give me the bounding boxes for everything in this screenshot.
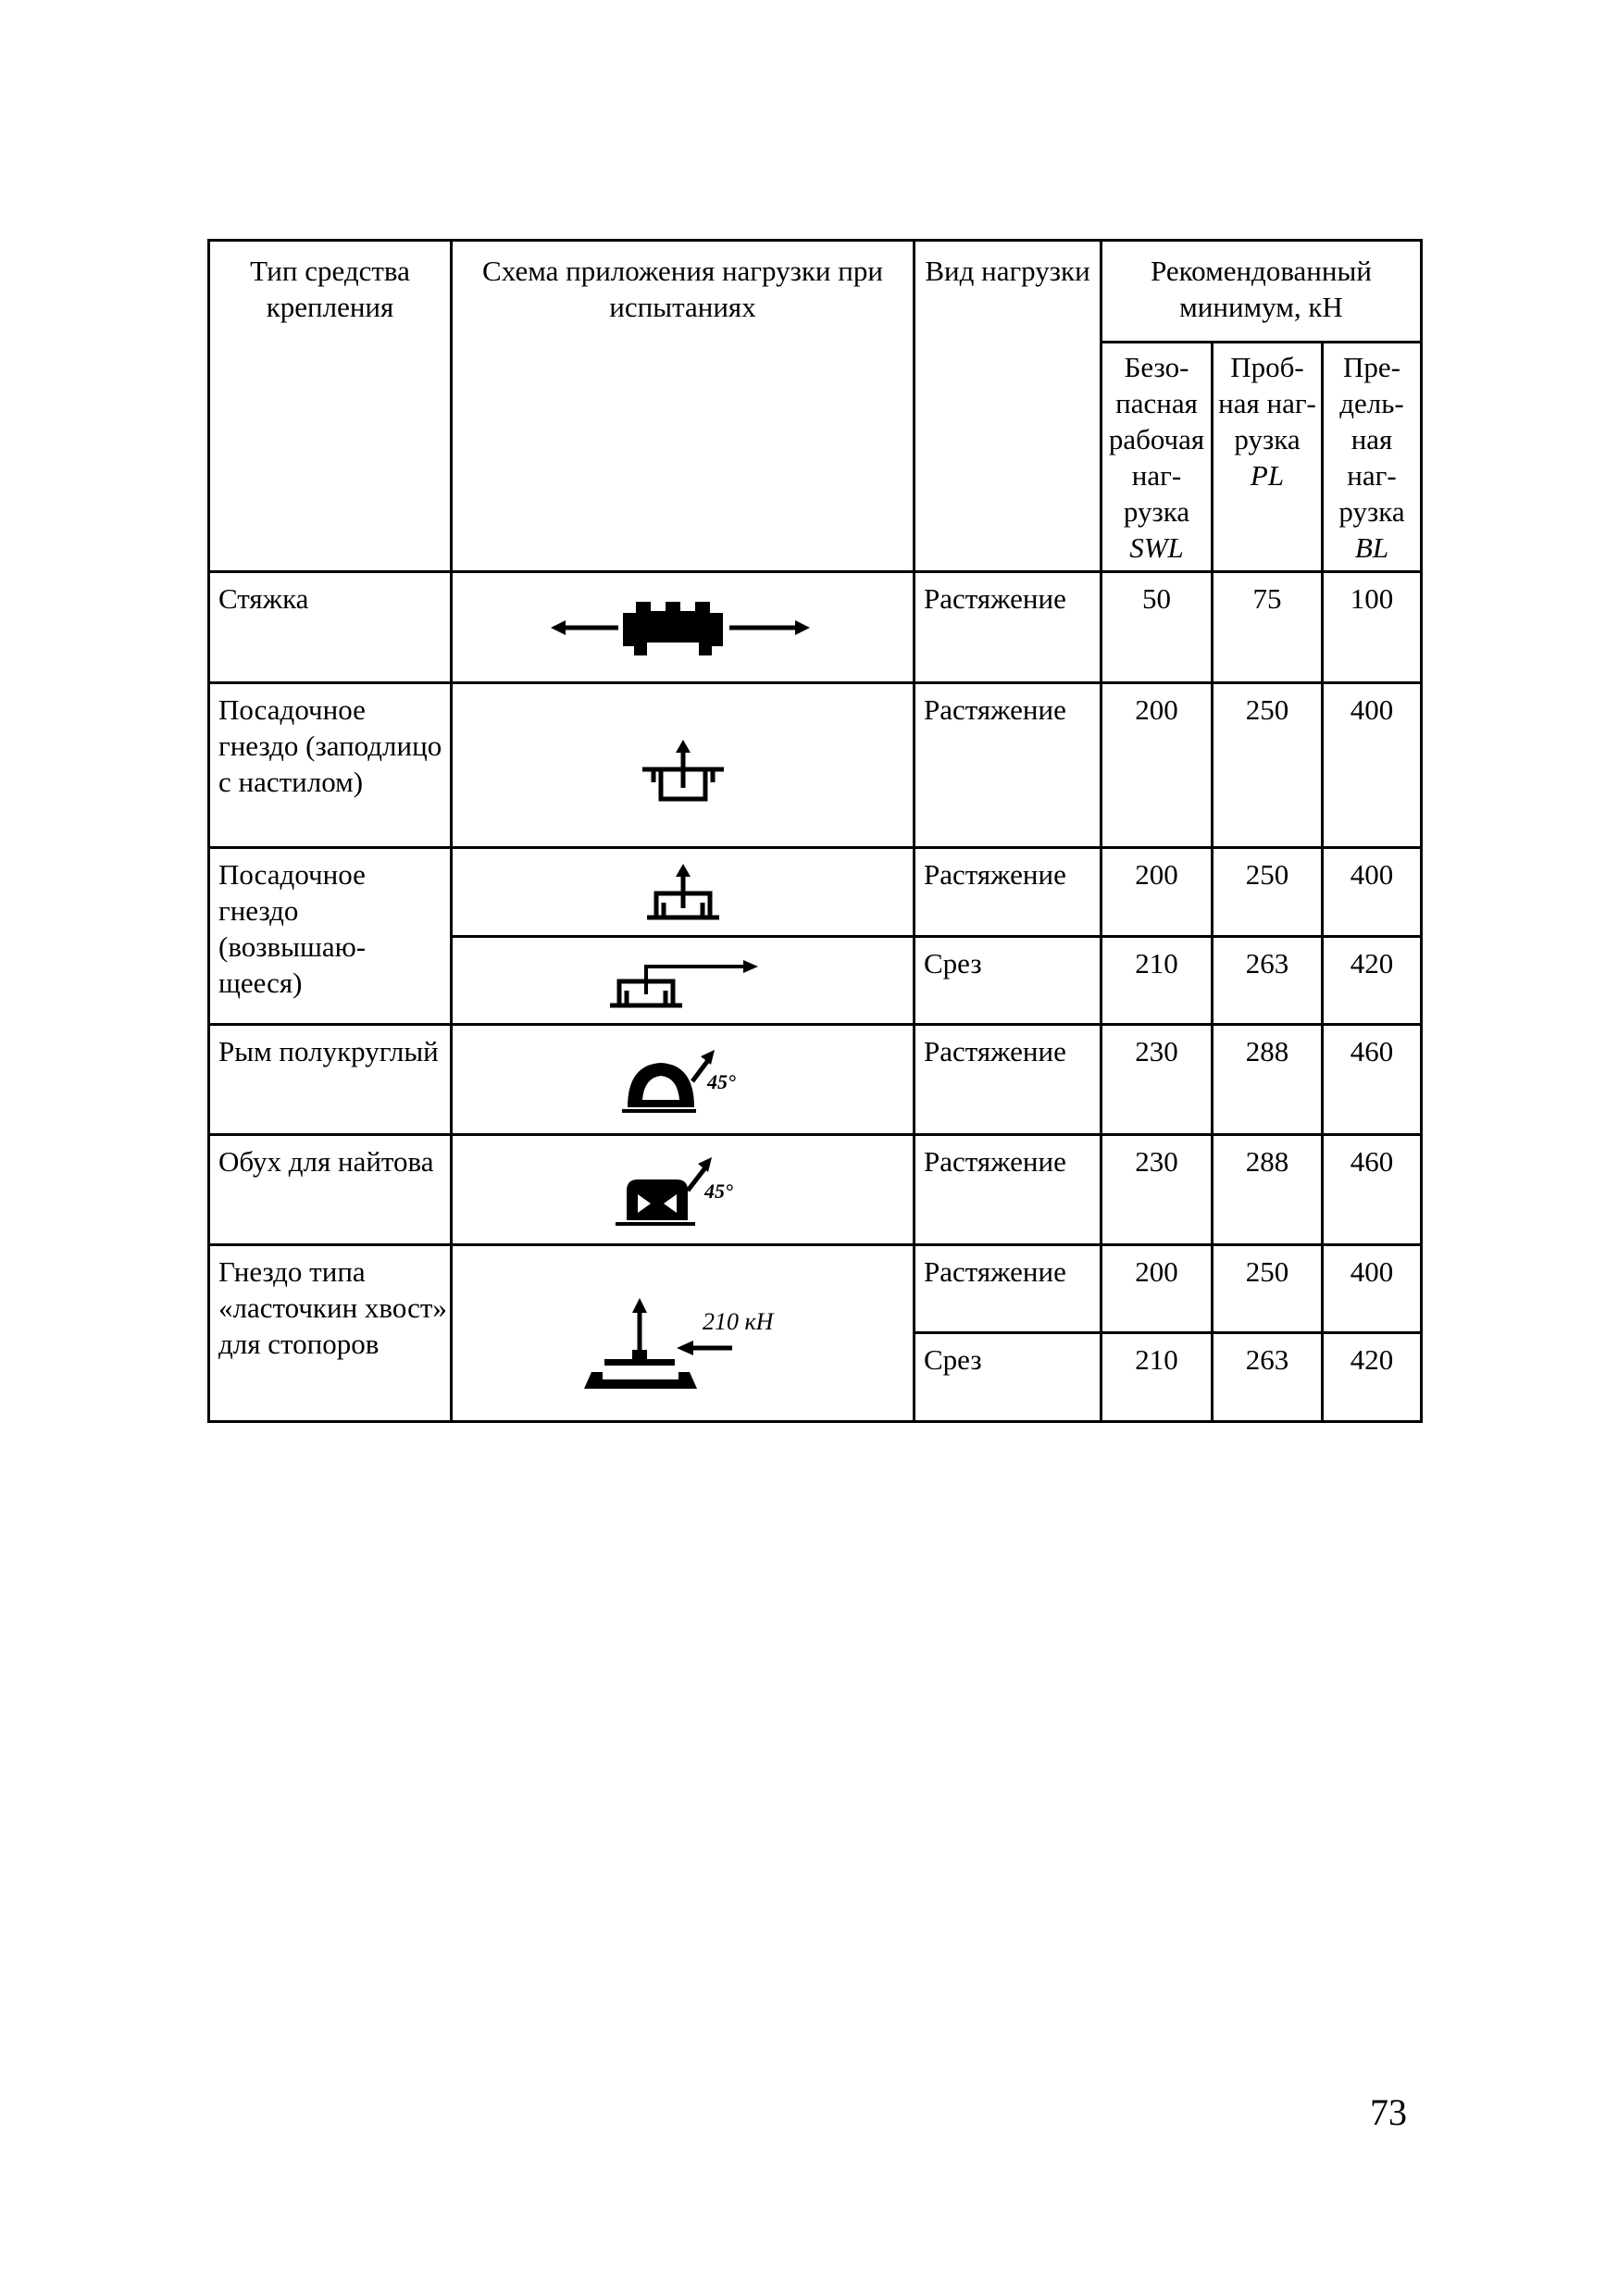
header-type: Тип средства крепления: [209, 241, 452, 572]
header-pl-abbr: PL: [1250, 459, 1285, 492]
load-kind-cell: Растяжение: [915, 572, 1101, 683]
bl-cell: 420: [1323, 1333, 1422, 1422]
pl-cell: 263: [1213, 937, 1323, 1025]
raised-socket-shear-scheme-icon: [604, 948, 762, 1013]
swl-cell: 210: [1101, 1333, 1213, 1422]
half-round-eye-scheme-icon: [618, 1041, 748, 1118]
load-kind-cell: Растяжение: [915, 848, 1101, 937]
load-kind-cell: Срез: [915, 937, 1101, 1025]
angle-label: 45°: [703, 1179, 733, 1203]
load-kind-cell: Растяжение: [915, 683, 1101, 848]
bl-cell: 400: [1323, 683, 1422, 848]
header-bl-text: Пре- дель- ная наг- рузка: [1338, 351, 1405, 528]
header-scheme: Схема приложения нагрузки при испытаниях: [452, 241, 915, 572]
lashing-eye-scheme-icon: [614, 1148, 753, 1231]
table-row: [209, 848, 1422, 937]
lashing-load-table: [207, 239, 1423, 1423]
bl-cell: 460: [1323, 1025, 1422, 1135]
bl-cell: 400: [1323, 848, 1422, 937]
scheme-cell: [452, 937, 915, 1025]
turnbuckle-scheme-icon: [549, 591, 817, 665]
header-swl-text: Безо- пасная рабочая наг- рузка: [1108, 351, 1205, 528]
swl-cell: 230: [1101, 1135, 1213, 1245]
load-kind-cell: Растяжение: [915, 1025, 1101, 1135]
page-number: 73: [1370, 2091, 1407, 2133]
bl-cell: 460: [1323, 1135, 1422, 1245]
swl-cell: 210: [1101, 937, 1213, 1025]
type-cell: Посадочное гнездо (заподлицо с настилом): [209, 683, 452, 848]
table-row: [209, 1025, 1422, 1135]
table-row: [209, 683, 1422, 848]
table-row: [209, 1245, 1422, 1333]
header-pl: [1213, 343, 1323, 572]
header-bl: [1323, 343, 1422, 572]
load-kind-cell: Срез: [915, 1333, 1101, 1422]
pl-cell: 250: [1213, 683, 1323, 848]
header-swl: [1101, 343, 1213, 572]
pl-cell: 75: [1213, 572, 1323, 683]
header-swl-abbr: SWL: [1129, 531, 1184, 564]
scheme-cell: [452, 1245, 915, 1422]
swl-cell: 50: [1101, 572, 1213, 683]
header-pl-text: Проб- ная наг- рузка: [1218, 351, 1316, 455]
swl-cell: 200: [1101, 683, 1213, 848]
table-row: [209, 572, 1422, 683]
scheme-cell: [452, 1025, 915, 1135]
type-cell: Гнездо типа «ласточкин хвост» для стопоров: [209, 1245, 452, 1422]
swl-cell: 230: [1101, 1025, 1213, 1135]
type-cell: Посадочное гнездо (возвышаю- щееся): [209, 848, 452, 1025]
load-kind-cell: Растяжение: [915, 1245, 1101, 1333]
force-label: 210 кН: [702, 1308, 773, 1335]
swl-cell: 200: [1101, 1245, 1213, 1333]
raised-socket-tension-scheme-icon: [641, 860, 725, 925]
header-recommended: Рекомендованный минимум, кН: [1101, 241, 1422, 343]
bl-cell: 420: [1323, 937, 1422, 1025]
header-load-kind: Вид нагрузки: [915, 241, 1101, 572]
load-kind-cell: Растяжение: [915, 1135, 1101, 1245]
header-bl-abbr: BL: [1354, 531, 1389, 564]
table-row: [209, 1135, 1422, 1245]
type-cell: Рым полукруглый: [209, 1025, 452, 1135]
pl-cell: 250: [1213, 848, 1323, 937]
bl-cell: 400: [1323, 1245, 1422, 1333]
pl-cell: 288: [1213, 1025, 1323, 1135]
scheme-cell: [452, 1135, 915, 1245]
scheme-cell: [452, 848, 915, 937]
pl-cell: 288: [1213, 1135, 1323, 1245]
type-cell: Стяжка: [209, 572, 452, 683]
scheme-cell: [452, 572, 915, 683]
scheme-cell: [452, 683, 915, 848]
pl-cell: 263: [1213, 1333, 1323, 1422]
angle-label: 45°: [706, 1070, 736, 1093]
pl-cell: 250: [1213, 1245, 1323, 1333]
flush-socket-scheme-icon: [637, 738, 729, 812]
bl-cell: 100: [1323, 572, 1422, 683]
dovetail-socket-scheme-icon: [577, 1294, 790, 1396]
swl-cell: 200: [1101, 848, 1213, 937]
type-cell: Обух для найтова: [209, 1135, 452, 1245]
